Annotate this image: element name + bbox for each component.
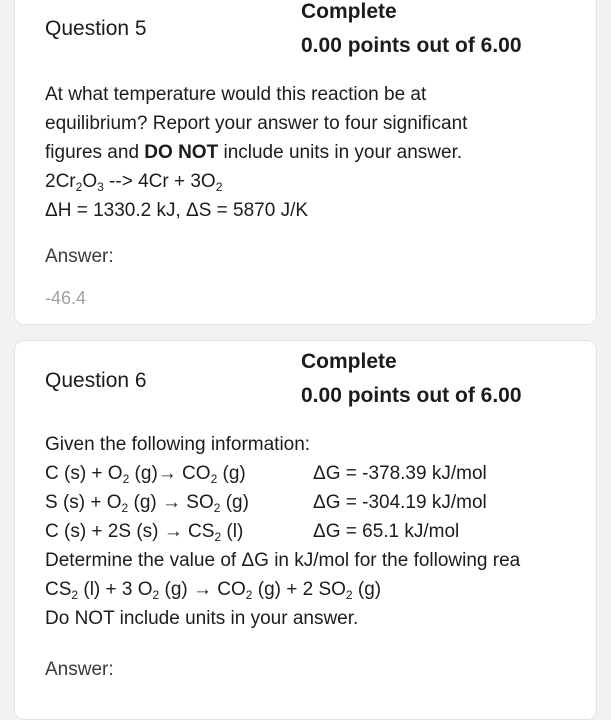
question-6-card — [14, 340, 597, 720]
reaction-equation: $2Cr_2O_3$ --> $4Cr + 3O_2$ — [45, 171, 223, 194]
question-status — [301, 0, 522, 58]
status-label: Complete — [301, 0, 397, 23]
question-status — [301, 349, 522, 408]
emphasis-text: DO NOT — [144, 142, 219, 163]
question-text — [45, 430, 520, 633]
points-label: 0.00 points out of 6.00 — [301, 384, 522, 408]
reaction-equation: C (s) + 2S $(s) \to CS_2$ (l) — [45, 521, 244, 544]
question-text — [45, 80, 467, 225]
status-label: Complete — [301, 350, 397, 373]
answer-label: Answer: — [45, 659, 114, 680]
answer-value: -46.4 — [45, 288, 87, 308]
question-note: Do NOT include units in your answer. — [45, 608, 359, 629]
question-title: Question 5 — [45, 17, 147, 40]
question-title: Question 6 — [45, 369, 147, 392]
question-intro: Given the following information: — [45, 434, 311, 455]
delta-g-value: ΔG = -378.39 kJ/mol — [313, 463, 487, 484]
question-5-card — [14, 0, 597, 325]
thermo-values: ΔH = 1330.2 kJ, ΔS = 5870 J/K — [45, 200, 309, 221]
text-segment: include units in your answer. — [218, 142, 463, 163]
delta-g-value: ΔG = -304.19 kJ/mol — [313, 492, 487, 513]
points-label: 0.00 points out of 6.00 — [301, 34, 522, 58]
question-text-line: equilibrium? Report your answer to four significant — [45, 113, 468, 134]
reaction-row — [45, 459, 520, 488]
reaction-equation: S $(s) + O_2$ $(g) \to SO_2$ (g) — [45, 492, 249, 515]
target-reaction: $CS_2$ (l) + 3 $O_2$ $(g) \to CO_2$ (g) + 2 $SO_2$ (g) — [45, 579, 382, 602]
answer-label: Answer: — [45, 246, 114, 267]
reaction-equation: C $(s) + O_2$ $(g)\to CO_2$ (g) — [45, 463, 246, 486]
question-text-line: At what temperature would this reaction be at — [45, 84, 427, 105]
reaction-row — [45, 517, 520, 546]
question-text-line — [45, 138, 467, 167]
reaction-row — [45, 488, 520, 517]
question-determine: Determine the value of ΔG in kJ/mol for the following rea — [45, 550, 521, 571]
text-segment: figures and — [45, 142, 145, 163]
delta-g-value: ΔG = 65.1 kJ/mol — [313, 521, 460, 542]
